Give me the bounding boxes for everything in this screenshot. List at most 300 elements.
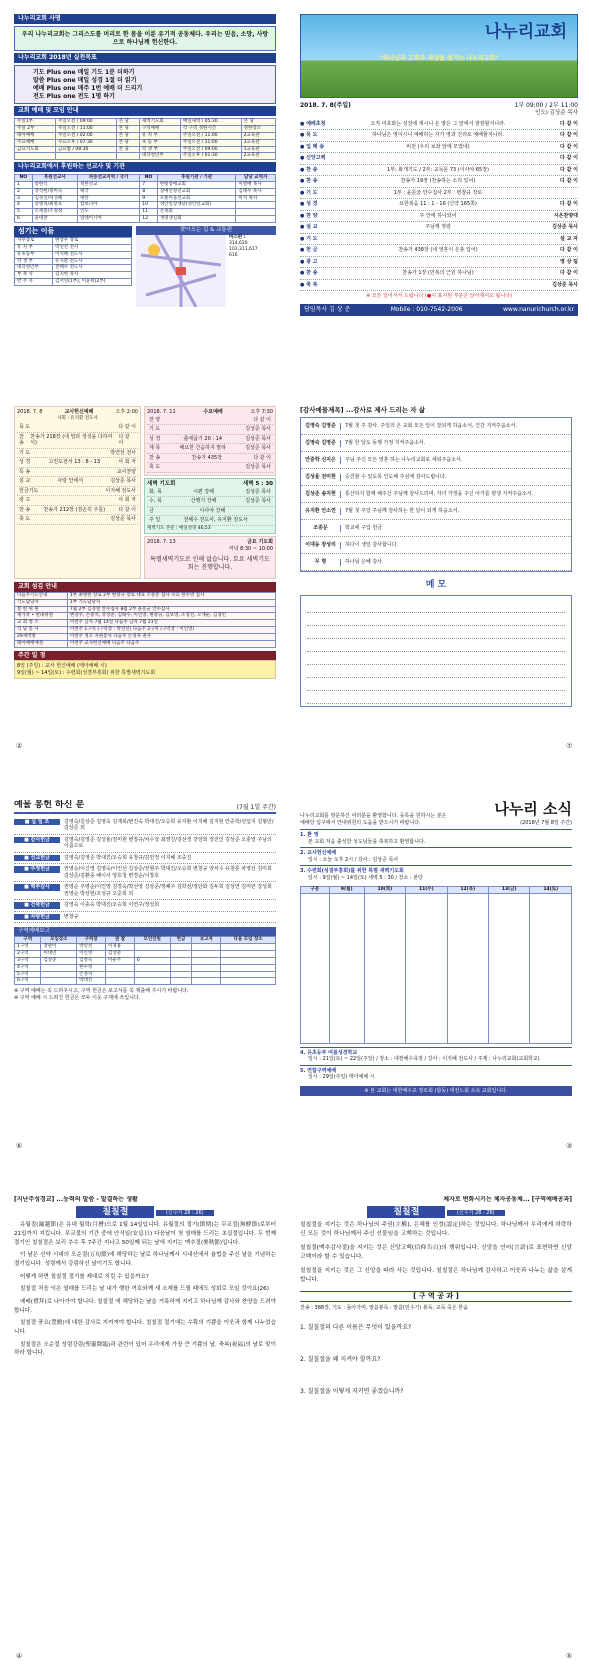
news-item-text: 일시 : 29일(주일) 태아예배 시 <box>308 1074 375 1081</box>
order-item-content: 오직 여호와는 성전에 계시니 온 땅은 그 앞에서 잠잠할지니라. <box>370 120 506 127</box>
group-row-cell <box>221 978 276 985</box>
mission-row-cell: 강석현/정미숙 <box>32 188 78 195</box>
worship-title: 교회 예배 및 모임 안내 <box>14 106 276 116</box>
order-item-content: 주님께 영광 <box>425 224 451 231</box>
group-row <box>15 957 276 964</box>
church-website: www.nanurichurch.or.kr <box>503 305 574 313</box>
page-number: ② <box>16 742 23 750</box>
worship-row-cell: 수요예배 <box>15 139 56 146</box>
group-header-cell: 권 찰 <box>106 937 135 944</box>
mission-row-cell: 11 <box>140 209 158 216</box>
mission-row <box>15 181 276 188</box>
edu-row-text: 찬 송 <box>19 433 24 447</box>
edu-row-text: 찬송가 218장 (네 맘과 정성을 다하여서) <box>30 433 113 447</box>
group-row-cell <box>221 944 276 951</box>
study-ref: (신수기 28 : 26) <box>447 1210 505 1217</box>
mission-row-cell: 윤대관 <box>32 216 78 223</box>
schedule-header-cell: 구분 <box>301 887 330 894</box>
thanks-text: 7월 한 달도 동행 가정 지켜주옵소서. <box>345 440 426 447</box>
worship-row-cell: 수요오후 / 07:30 <box>55 139 116 146</box>
group-row-cell <box>41 964 77 971</box>
order-item-leader: 다 같 이 <box>560 155 578 162</box>
group-row-cell <box>170 951 192 958</box>
mission-row-cell: 장애인청년교회 <box>157 188 236 195</box>
wed-row-text: 김성준 목사 <box>245 426 271 432</box>
bus-label: 버스편 : <box>229 235 246 241</box>
wed-row <box>147 444 273 454</box>
order-item-label: ● 광 고 <box>300 258 318 265</box>
dawn-row-text: 화, 목 <box>149 488 162 495</box>
group-note: ※ 구역 예배는 꼭 드려주시고, 구역 헌금은 보고서를 꼭 제출해 주시기 바랍니다. <box>14 988 189 995</box>
order-item-content: 비전 (우리 보좌 앞에 모였네) <box>406 143 470 150</box>
mission-row-cell: 김성진/차귀혜 <box>32 195 78 202</box>
duty-row <box>15 599 276 606</box>
order-item-label: ● 신앙고백 <box>300 155 326 162</box>
wed-title: 수요예배 <box>203 409 223 415</box>
thanks-name: 이대동 장성리 <box>301 542 341 549</box>
order-item <box>300 280 578 292</box>
memo-area <box>300 595 572 707</box>
wed-row-text: 찬 송 <box>149 454 161 461</box>
sermon-body <box>14 1221 276 1358</box>
group-row-cell: 6 <box>134 957 170 964</box>
goal-item: 예배 Plus one 매주 1번 예배 더 드리기 <box>33 84 143 92</box>
duty-title: 교회 섬김 안내 <box>14 582 276 592</box>
news-item-title: 2. 교사헌신예배 <box>300 850 337 856</box>
goal-list <box>14 65 276 104</box>
banner-text: "하나님과 교회와 세상을 섬기는 나누리교회" <box>379 55 499 62</box>
edu-row-text: 다 같 이 <box>118 433 130 447</box>
vision-text: 우리 나누리교회는 그리스도를 머리로 한 몸을 이룬 유기적 공동체다. 우리는 믿음, 소망, 사랑으로 하나님께 헌신한다. <box>14 26 276 52</box>
mission-row-cell: 성안일장재단(성안선교회) <box>157 202 236 209</box>
offering-names: 김영숙/김상준 김영숙 김재복/변진숙 박대진/오승희 유지환 이지혜 김지현 안중학/선입지 김형만/김상준 외 <box>64 818 274 832</box>
worship-row-cell: 금요기도회 <box>15 146 56 153</box>
duty-row <box>15 633 276 640</box>
order-item-leader: 설 교 자 <box>560 235 578 242</box>
mission-row-cell: 1 <box>15 181 33 188</box>
wed-time: 오후 7:30 <box>250 409 273 415</box>
mission-row <box>15 202 276 209</box>
dawn-row <box>147 507 273 517</box>
seating-notice: ※ 모든 일어서서 드립니다 (●이 표시된 부분은 앉아계셔도 됩니다) <box>366 293 512 300</box>
group-row-cell <box>170 957 192 964</box>
group-row-cell: 이경용 <box>106 944 135 951</box>
mission-row-cell: 오세중/조정정 <box>32 209 78 216</box>
wed-row-text: 김상준 목사 <box>245 464 271 470</box>
worship-row-cell: 주일오전 / 11:00 <box>180 132 241 139</box>
sermon-paragraph: 유월절(踰越節)은 유대 월력(月曆)으로 1월 14일입니다. 유월절의 절기(節期)는 무교절(無酵節)로부터 21일까지 지킵니다. 무교절의 기간 중에 안식일(安息日) 다음날이 첫 열매를 드리는 초실절입니다. 두 번째 절기인 칠칠절은 보리 추수 후 7주간 지나고 50일째 되는 날에 지키는 맥추절(麥秋節)입니다. <box>14 1222 276 1246</box>
page-3-services <box>14 406 276 736</box>
staff-row-cell: 대학청년부 <box>15 265 53 272</box>
group-row-cell: 5구역 <box>15 971 41 978</box>
page-number: ③ <box>566 1142 573 1150</box>
order-item-content: 찬송가 438장 (내 영혼이 은총 입어) <box>398 247 478 254</box>
worship-row-cell: 주일1부 <box>15 119 56 126</box>
order-item-content: 주 안에 하나되어 <box>419 212 457 219</box>
worship-row-cell: 유 치 부 <box>139 132 180 139</box>
duty-row <box>15 606 276 613</box>
staff-row <box>15 238 132 245</box>
order-item <box>300 153 578 165</box>
order-item-label: ● 성 경 <box>300 201 318 208</box>
duty-row-cell: 7월 2부 김경열 안수집사 8월 2부 윤문균 안수집사 <box>67 606 275 613</box>
group-row-cell: 이대연 <box>41 951 77 958</box>
worship-row <box>15 126 276 133</box>
mission-header-cell: 파송선교지역 / 국가 <box>78 175 140 182</box>
group-header-cell: 다음 모임 장소 <box>221 937 276 944</box>
news-item <box>300 829 572 847</box>
group-row <box>15 971 276 978</box>
duty-row <box>15 627 276 634</box>
staff-row-cell: 이지혜 전도사 <box>53 251 132 258</box>
group-row-cell <box>221 964 276 971</box>
mission-row-cell: 캄보디아 <box>78 202 140 209</box>
mission-table <box>14 174 276 223</box>
sermon-paragraph: 예배(禮拜)로 나아가야 합니다. 칠칠절 에 해당하는 날을 거룩하게 지키고 하나님께 감사와 찬양을 드려야 합니다. <box>14 1299 276 1314</box>
next-item: 9일(월) ~ 14일(토) : 수련회(성결부흥회) 위한 특별새벽기도회 <box>17 669 156 676</box>
order-item-leader: 다 같 이 <box>560 132 578 139</box>
staff-row-cell: 유지환 전도사 <box>53 258 132 265</box>
sermon-paragraph: 칠칠절 처음 익은 열매를 드리는 날 내가 행한 여호와께 새 소제를 드릴 때에도 성회로 모일 것이요(26) <box>20 1286 269 1293</box>
wed-row-text: 제 목 <box>149 445 161 451</box>
duty-row-cell: 이번주 교사헌신예배 다음주 다음주 <box>67 640 275 647</box>
mission-row-cell: 6 <box>15 216 33 223</box>
worship-row <box>15 139 276 146</box>
offering-names: 김영숙/김영준 김성율/전미현 변창규/차수상 최영진/김선경 강양희 정진인 김상준 오충열 주님의 이름으로 <box>64 836 272 850</box>
group-row-cell: 1구역 <box>15 944 41 951</box>
group-row-cell: 이인영 <box>77 951 106 958</box>
page-2-order-of-service <box>300 14 578 372</box>
group-row-cell <box>41 971 77 978</box>
edu-row-text: 김상준 목사 <box>110 516 136 523</box>
worship-row <box>15 132 276 139</box>
staff-row <box>15 272 132 279</box>
fri-time: 저녁 8:30 ~ 10:00 <box>228 545 273 552</box>
dawn-row-text: 전혜수 전도사, 유지환 전도사 <box>183 517 248 524</box>
edu-row <box>17 423 138 433</box>
group-row-cell <box>134 978 170 985</box>
group-row-cell <box>221 951 276 958</box>
mission-row-cell: 모퉁이돌선교회 <box>157 195 236 202</box>
group-row-cell: 6구역 <box>15 978 41 985</box>
group-row-cell <box>134 964 170 971</box>
mission-row-cell: 7 <box>140 181 158 188</box>
schedule-header-cell: 14(토) <box>530 887 572 894</box>
offering-category: ■ 맥추감사 <box>14 884 60 891</box>
thanks-text: 주님 주신 모든 영혼 하는 나누리교회로 세워주옵소서. <box>345 457 463 464</box>
news-date: (2018년 7월 8일 주간) <box>520 819 572 826</box>
thanks-name: 김영숙 김영준 <box>301 423 341 430</box>
next-item: 8일 (주일) : 교사 헌신예배 (태아예배 시) <box>17 663 107 670</box>
service-time: 1부 09:00 / 2부 11:00 <box>514 102 578 109</box>
next-title: 주간 일 정 <box>14 651 276 661</box>
group-note: ※ 구역 예배 시 드려진 헌금은 모두 이웃 구제에 쓰입니다. <box>14 994 141 1001</box>
edu-row <box>17 477 138 487</box>
thanks-text: 학교에 구입 헌금 <box>345 525 382 532</box>
order-item-leader: 다 같 이 <box>560 143 578 150</box>
group-row-cell <box>106 971 135 978</box>
mission-row-cell: 이석 목사 <box>236 195 276 202</box>
order-item <box>300 268 578 280</box>
news-title: 나누리 소식 <box>494 800 572 818</box>
sermon-title: 칠칠절 <box>76 1206 154 1218</box>
wed-row-text: 찬송가 435장 <box>191 454 223 461</box>
offering-names: 변창규 <box>64 913 79 920</box>
thanks-name: 김영숙 김영준 <box>301 440 341 447</box>
edu-presider: 사회 : 유지환 전도사 <box>57 415 98 421</box>
staff-row <box>15 258 132 265</box>
wed-row-text: 기 도 <box>149 426 161 432</box>
worship-row-cell: 1교육관 <box>241 146 275 153</box>
staff-row-cell: 사무장로 <box>15 238 53 245</box>
service-date: 2018. 7. 8(주일) <box>300 102 351 109</box>
edu-row <box>17 496 138 506</box>
mission-row <box>15 209 276 216</box>
worship-row-cell: 정한장소 <box>241 126 275 133</box>
mission-header-cell: NO <box>15 175 33 182</box>
edu-row-text: 교사찬양 <box>116 468 136 475</box>
dawn-row-text: 수, 목 <box>149 498 162 505</box>
dawn-row <box>147 516 273 526</box>
duty-row-cell: 교 회 청 소 <box>15 620 68 627</box>
staff-row-cell: 유 치 부 <box>15 244 53 251</box>
edu-row-text: 헌금기도 <box>19 487 39 494</box>
staff-row-cell: 부 목 사 <box>15 272 53 279</box>
worship-row-cell: 구역예배 <box>139 126 180 133</box>
study-questions <box>300 1324 572 1395</box>
wed-row <box>147 454 273 464</box>
mission-row-cell: 말레이시아 <box>78 216 140 223</box>
mission-row-cell: 9 <box>140 195 158 202</box>
offering-names: 김영숙 이종숙 박대진/오승희 이연구/정성희 <box>64 902 160 909</box>
fri-title: 금요 기도회 <box>247 539 273 546</box>
mission-header-cell: NO <box>140 175 158 182</box>
page-number: ⑥ <box>16 1142 23 1150</box>
dawn-title: 새벽 기도회 <box>147 480 176 487</box>
worship-row-cell: 주일오전 / 09:00 <box>180 146 241 153</box>
thanks-row <box>301 452 571 469</box>
offering-names: 권영순 주영순/이인영 김경숙/박선영 김상준/정혜주 김학전/정단화 김두희 김상연 김미란 강성희 권영순 박상현/조성규 오준희 외 <box>64 884 272 897</box>
mission-row-cell: 이열배 목사 <box>236 181 276 188</box>
offering-names: 권영순/이신영 김영숙/이인선 김상준/전형주 박대진/오승희 변창규 양차수 유창훈 차영선 김미희 김상준/김환종 배이사 양호청 변경순/이창호 <box>64 866 272 879</box>
group-row-cell: 장관이 <box>41 944 77 951</box>
wed-row-text: 축 도 <box>149 464 161 470</box>
edu-order <box>17 423 138 525</box>
order-item-label: ● 기 도 <box>300 189 318 196</box>
offering-row <box>14 853 276 865</box>
study-paragraph: 칠칠절을 지키는 것은 그 신앙을 따라 사는 것입니다. 칠칠절은 하나님께 감사하고 이웃과 나누는 삶을 살게 합니다. <box>300 1268 572 1284</box>
dawn-row-text: 이사야 강해 <box>199 507 226 514</box>
worship-row-cell: 본 당 <box>116 132 139 139</box>
worship-row-cell: 본 당 <box>116 139 139 146</box>
order-item-leader: 다 같 이 <box>560 270 578 277</box>
group-row-cell: 박연선 <box>77 944 106 951</box>
worship-row-cell <box>15 153 56 160</box>
goal-item: 전도 Plus one 전도 1명 하기 <box>33 92 115 100</box>
mission-row-cell: 온목회 <box>157 209 236 216</box>
thanks-text: 7월 첫 주 감사. 주일의 온 교회 모든 일이 잘되게 하옵소서, 건강 지켜주옵소서. <box>345 423 517 430</box>
wed-row <box>147 425 273 435</box>
offering-title: 예물 봉헌 하신 분 <box>14 800 85 810</box>
news-item-text: 일시 : 9일(월) ~ 14일(토) 새벽 5 : 30 / 장소 : 본당 <box>308 874 423 881</box>
thanks-row <box>301 435 571 452</box>
offering-names: 김영숙/김영준 박대진/오승희 유창규/김만정 이지혜 조중진 <box>64 854 192 861</box>
offering-row <box>14 912 276 924</box>
schedule-header-cell: 12(목) <box>447 887 488 894</box>
mission-row-cell: 생명생길회 <box>157 216 236 223</box>
order-item <box>300 199 578 211</box>
order-item-label: ● 찬 송 <box>300 270 318 277</box>
thanks-row <box>301 520 571 537</box>
sermon-paragraph: 어떻게 하면 칠칠절 절기를 제대로 지킬 수 있을까요? <box>20 1273 149 1280</box>
worship-row-cell: 본 당 <box>116 126 139 133</box>
order-item-content: 1부 : 윤문균 안수집사 2부 : 변창규 장로 <box>393 189 483 196</box>
wed-row-text: 김상준 목사 <box>245 445 271 451</box>
duty-row-cell: 세가족 • 편내위원 <box>15 613 68 620</box>
order-item-label: ● 묵 도 <box>300 132 318 139</box>
staff-row-cell: 전혜수 전도사 <box>53 265 132 272</box>
group-row-cell <box>106 964 135 971</box>
staff-row <box>15 251 132 258</box>
page-8-group-study <box>300 1196 572 1648</box>
mission-header-cell: 후원선교사 <box>32 175 78 182</box>
group-row-cell: 김영숙 <box>77 957 106 964</box>
study-question: 2. 칠칠절을 왜 지켜야 할까요? <box>300 1355 381 1363</box>
offering-category: ■ 건축헌금 <box>14 902 60 909</box>
dawn-time: 새벽 5 : 30 <box>242 480 273 487</box>
order-item <box>300 176 578 188</box>
worship-row-cell: 3교육관 <box>241 139 275 146</box>
edu-row <box>17 487 138 497</box>
group-row-cell: 김상준 <box>106 951 135 958</box>
order-item-label: ● 찬 송 <box>300 178 318 185</box>
service-leader: 인도) 김상준 목사 <box>535 109 578 116</box>
news-item <box>300 865 572 883</box>
church-map <box>136 235 226 307</box>
order-item-label: ● 찬 양 <box>300 212 318 219</box>
offering-row <box>14 900 276 912</box>
edu-row-text: 다 같 이 <box>118 506 136 513</box>
thanks-text: 통산하지 함께 해주신 주님께 감사드리며, 자녀 가정을 주신 아가를 평생 지켜주옵소서. <box>345 491 534 498</box>
schedule-header-cell: 10(화) <box>364 887 405 894</box>
edu-row-text: 찬 송 <box>19 506 31 513</box>
dawn-row <box>147 497 273 507</box>
order-item-leader: 김상준 목사 <box>552 224 578 231</box>
dawn-week-table <box>300 886 572 1044</box>
vision-title: 나누리교회 사명 <box>14 14 276 24</box>
thanks-row <box>301 537 571 554</box>
study-hymn: 찬송 : 388장, 기도 : 돌아가며, 말씀봉독 : 말씀(민수기) 봉독, 교독 죽은 한숨 <box>300 1305 468 1312</box>
mission-row <box>15 195 276 202</box>
edu-row <box>17 468 138 478</box>
worship-row-cell: 주일오전 / 11:00 <box>180 139 241 146</box>
group-row-cell: 한수영 <box>77 964 106 971</box>
worship-row <box>15 153 276 160</box>
group-row-cell <box>192 971 221 978</box>
page-number: ⑤ <box>566 1652 573 1660</box>
order-item-leader: 김상준 목사 <box>552 281 578 288</box>
staff-row-cell: 유초등부 <box>15 251 53 258</box>
edu-row <box>17 506 138 516</box>
thanks-row <box>301 503 571 520</box>
page-number: ④ <box>16 1652 23 1660</box>
duty-row-cell: 기도담당자 <box>15 599 68 606</box>
group-header-cell: 모인인원 <box>134 937 170 944</box>
thanks-name: 김상준 송지현 <box>301 491 341 498</box>
goal-item: 기도 Plus one 매일 기도 1분 더하기 <box>33 69 135 77</box>
mission-row-cell: 4 <box>15 202 33 209</box>
order-item-leader: 시온찬양대 <box>553 212 578 219</box>
edu-row-text: 사 회 자 <box>118 459 136 466</box>
edu-row-text: 사랑 안에서 <box>57 478 84 485</box>
duty-row <box>15 620 276 627</box>
worship-row <box>15 119 276 126</box>
study-body <box>300 1221 572 1285</box>
group-row-cell <box>106 978 135 985</box>
news-list-2 <box>300 1047 572 1083</box>
schedule-header-cell: 9(월) <box>329 887 364 894</box>
edu-date: 2018. 7. 8 <box>17 409 43 415</box>
duty-row-cell: 29새벽방 <box>15 633 68 640</box>
worship-row-cell: 주일오전 / 09:00 <box>55 119 116 126</box>
staff-row <box>15 279 132 286</box>
offering-category: ■ 감사헌금 <box>14 837 60 844</box>
thanks-name: 유지환 안소연 <box>301 508 341 515</box>
staff-row <box>15 265 132 272</box>
staff-table <box>14 237 132 286</box>
group-row <box>15 951 276 958</box>
order-item-label: ● 축 복 <box>300 281 318 288</box>
group-row-cell <box>134 944 170 951</box>
worship-row-cell: 각 구역 정한시간 <box>180 126 241 133</box>
mission-row-cell: 8 <box>140 188 158 195</box>
study-paragraph: 칠칠절(맥추감사절)을 지키는 것은 신앙고백(信仰告白)의 행위입니다. 신앙을 언어(言語)로 표현하면 신앙고백이라 할 수 있습니다. <box>300 1245 572 1261</box>
order-item <box>300 211 578 223</box>
sermon-paragraph: 이 날은 신약 시대의 오순절(五旬節)에 해당하는 날로 하나님께서 시내산에서 율법을 주신 날을 기념하는 절기입니다. 성령께서 강림하신 날이기도 합니다. <box>14 1252 276 1268</box>
order-item <box>300 165 578 177</box>
schedule-header-cell: 13(금) <box>489 887 530 894</box>
group-row-cell: 3구역 <box>15 957 41 964</box>
edu-row-text: 설 교 <box>19 478 31 485</box>
edu-time: 오후 2:00 <box>115 409 138 415</box>
goal-title: 나누리교회 2018년 실천목표 <box>14 53 276 63</box>
duty-table <box>14 592 276 648</box>
worship-row-cell: 초 등 부 <box>139 139 180 146</box>
order-item-leader: 영 상 팀 <box>560 258 578 265</box>
order-item-leader: 다 같 이 <box>560 166 578 173</box>
sermon-head: [지난주성경교] ...능력의 말씀 - 말결하는 생활 <box>14 1196 138 1203</box>
mission-row-cell: 유병혁/최명호 <box>32 202 78 209</box>
worship-row-cell: 금요밤 / 08:30 <box>55 146 116 153</box>
footer-band <box>300 304 578 316</box>
group-row-cell: 김상준 <box>41 957 77 964</box>
worship-row <box>15 146 276 153</box>
offering-row <box>14 835 276 853</box>
duty-row <box>15 613 276 620</box>
goal-item: 말씀 Plus one 매일 성경 1절 더 읽기 <box>33 76 137 84</box>
dawn-note: 새벽기도 본문 : 매일성경 46,53 <box>147 525 211 531</box>
news-item <box>300 847 572 865</box>
group-row-cell: 4구역 <box>15 964 41 971</box>
worship-row-cell: 2교육관 <box>241 132 275 139</box>
group-header-cell: 헌금 <box>170 937 192 944</box>
edu-row-text: 특 송 <box>19 468 31 475</box>
news-item-title: 3. 수련회(성결부흥회)를 위한 특별 새벽기도회 <box>300 868 404 874</box>
dawn-schedule <box>147 488 273 526</box>
offering-category: ■ 차량헌금 <box>14 914 60 921</box>
worship-row-cell: 주일오후 / 01:30 <box>180 153 241 160</box>
wed-row-text: 김상준 목사 <box>245 435 271 442</box>
